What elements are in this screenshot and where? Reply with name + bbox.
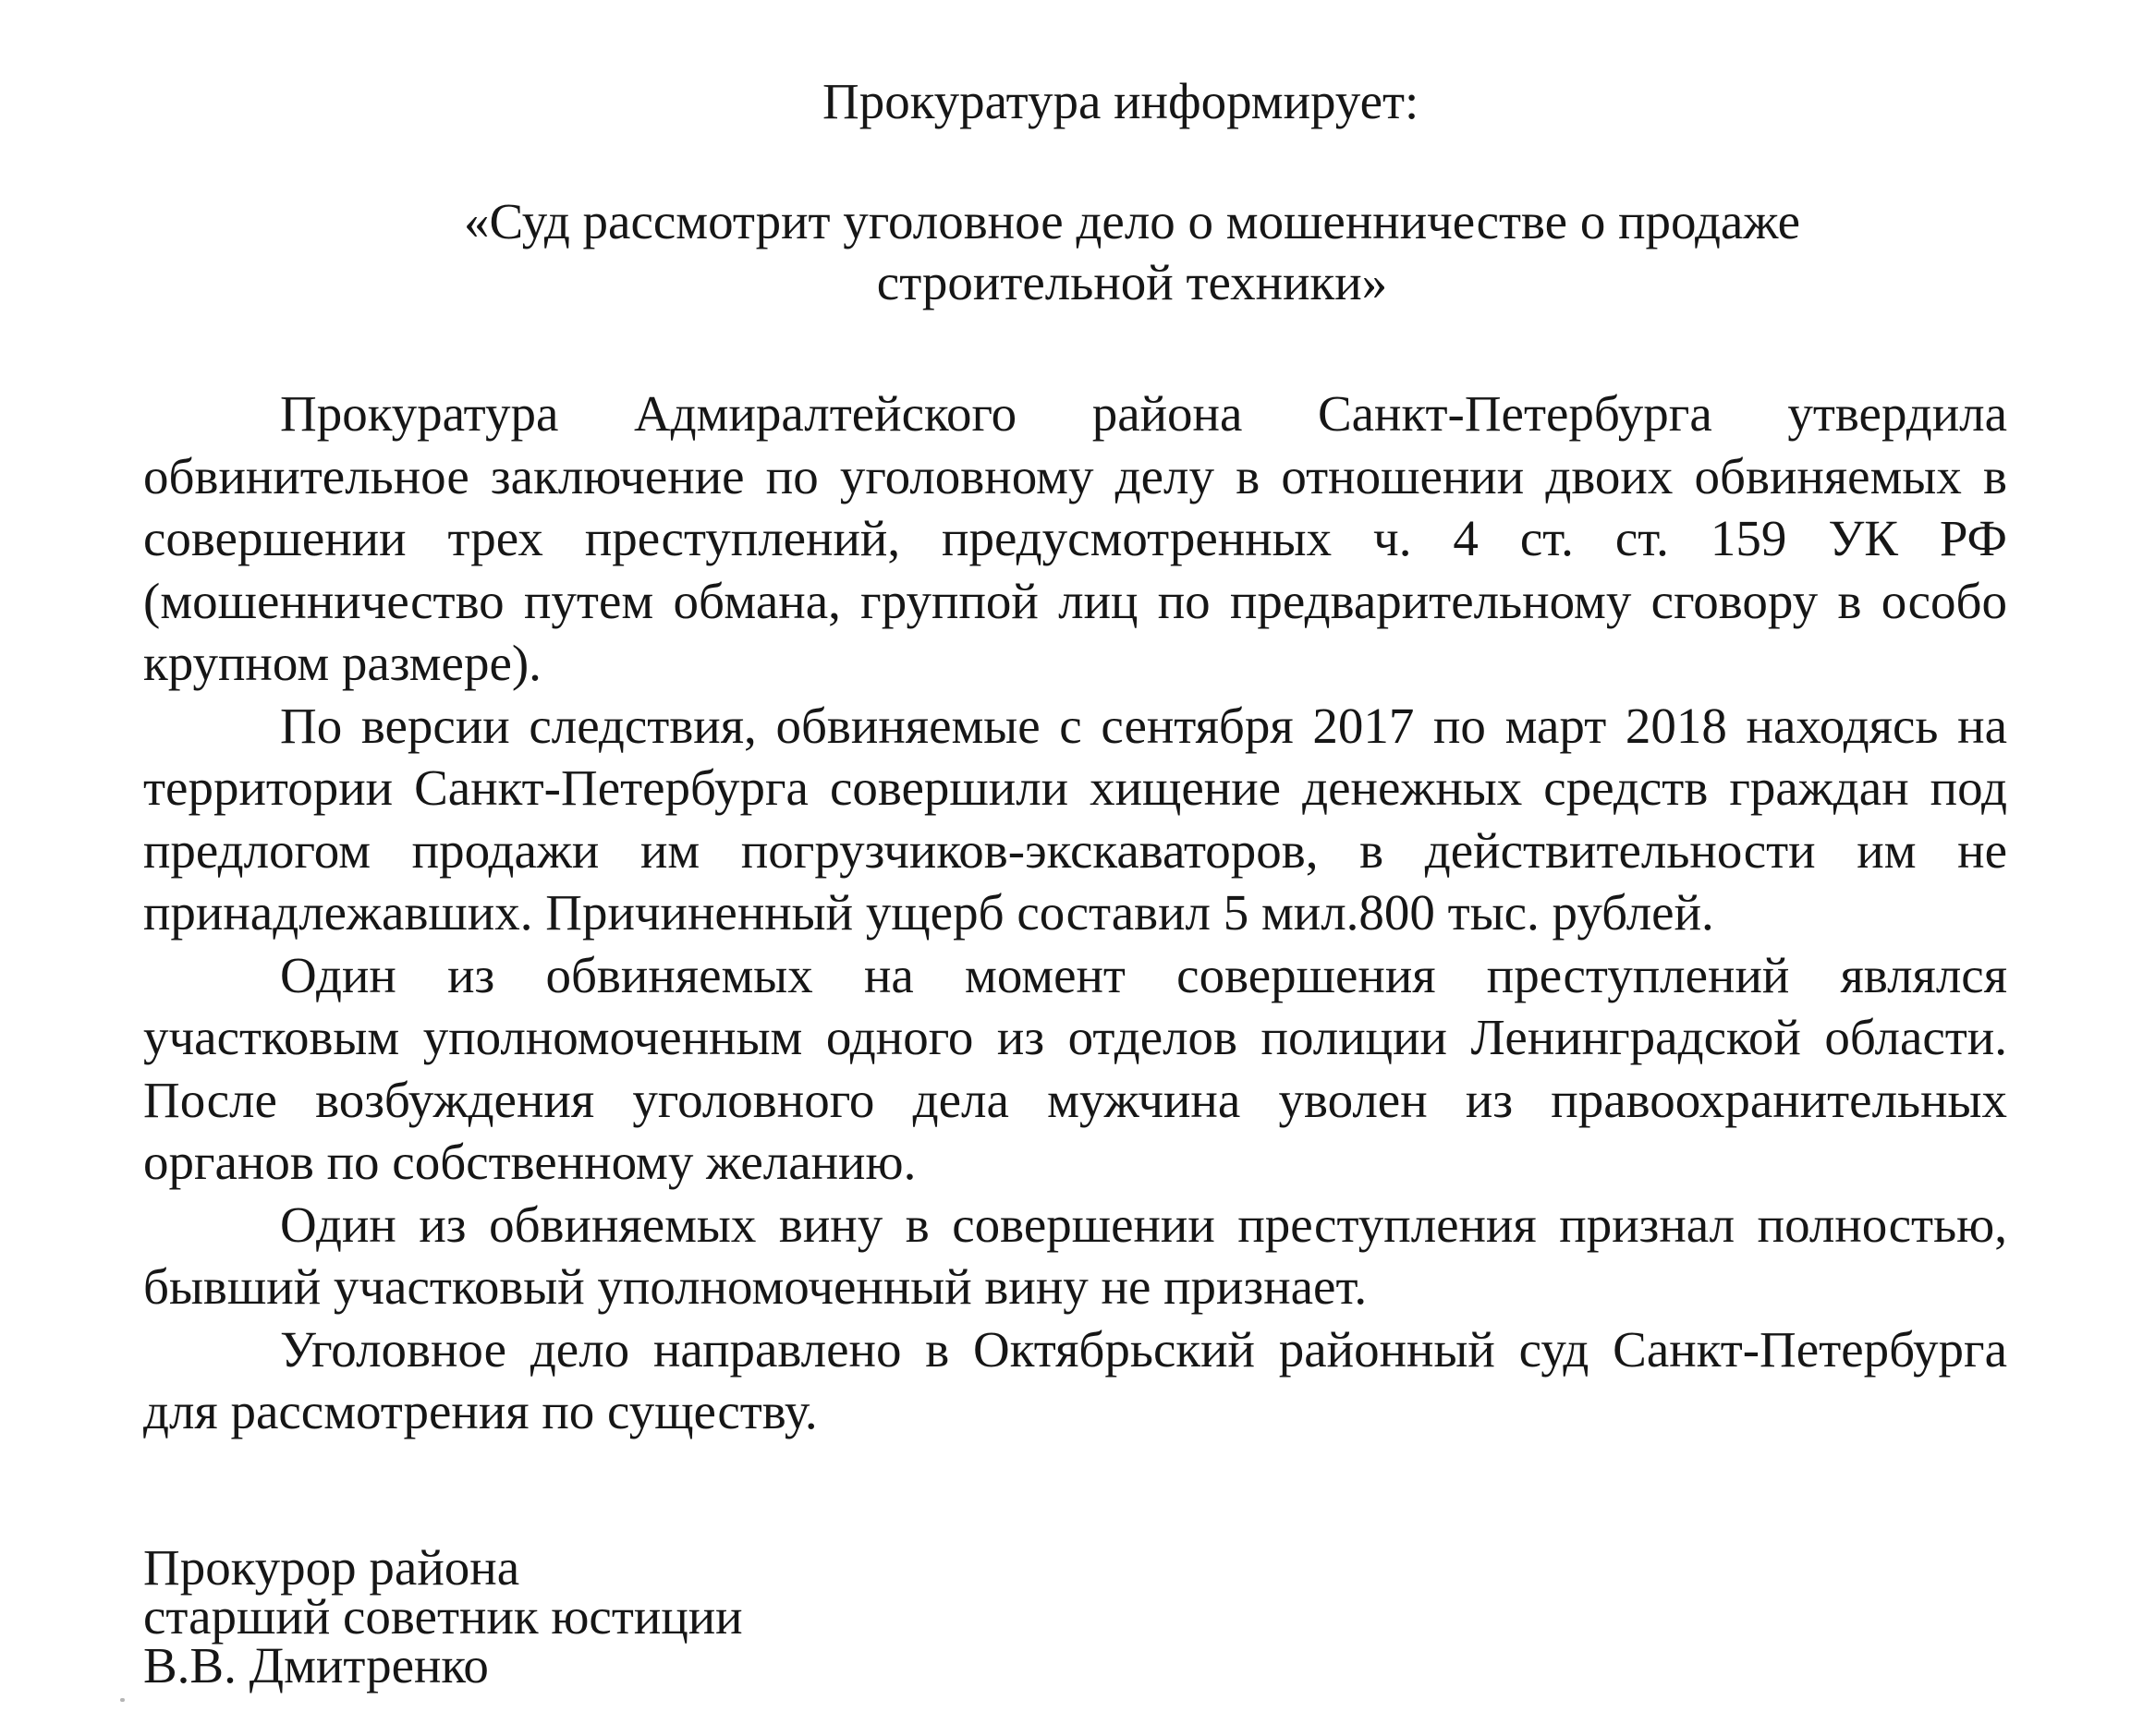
paragraph-approval: Прокуратура Адмиралтейского района Санкт-Петербурга утвердила обвинительное заключение по уголовному делу в отношении двоих обвиняемых в совершении трех преступлений, предусмотренных ч. 4 ст. ст. 159 УК РФ (мошенничество путем обмана, группой лиц по предварительному сговору в особо крупном размере). bbox=[143, 385, 2007, 691]
scan-speck bbox=[120, 1698, 125, 1702]
document-title bbox=[388, 191, 1876, 313]
signature-name: В.В. Дмитренко bbox=[143, 1637, 489, 1694]
title-line: «Суд рассмотрит уголовное дело о мошенничестве о продаже bbox=[463, 193, 1801, 249]
paragraph-court: Уголовное дело направлено в Октябрьский районный суд Санкт-Петербурга для рассмотрения по существу. bbox=[143, 1320, 2007, 1439]
signature-block bbox=[143, 1539, 743, 1694]
title-line: строительной техники» bbox=[876, 254, 1388, 310]
document-body bbox=[143, 382, 2007, 1443]
paragraph-guilt: Один из обвиняемых вину в совершении преступления признал полностью, бывший участковый уполномоченный вину не признает. bbox=[143, 1196, 2007, 1315]
paragraph-police-officer: Один из обвиняемых на момент совершения преступлений являлся участковым уполномоченным одного из отделов полиции Ленинградской области. После возбуждения уголовного дела мужчина уволен из правоохранительных органов по собственному желанию. bbox=[143, 946, 2007, 1190]
signature-rank: старший советник юстиции bbox=[143, 1588, 743, 1645]
paragraph-investigation: По версии следствия, обвиняемые с сентября 2017 по март 2018 находясь на территории Санкт-Петербурга совершили хищение денежных средств граждан под предлогом продажи им погрузчиков-экскаваторов, в действительности им не принадлежавших. Причиненный ущерб составил 5 мил.800 тыс. рублей. bbox=[143, 697, 2007, 941]
signature-position: Прокурор района bbox=[143, 1539, 520, 1596]
document-heading: Прокуратура информирует: bbox=[822, 73, 1419, 129]
